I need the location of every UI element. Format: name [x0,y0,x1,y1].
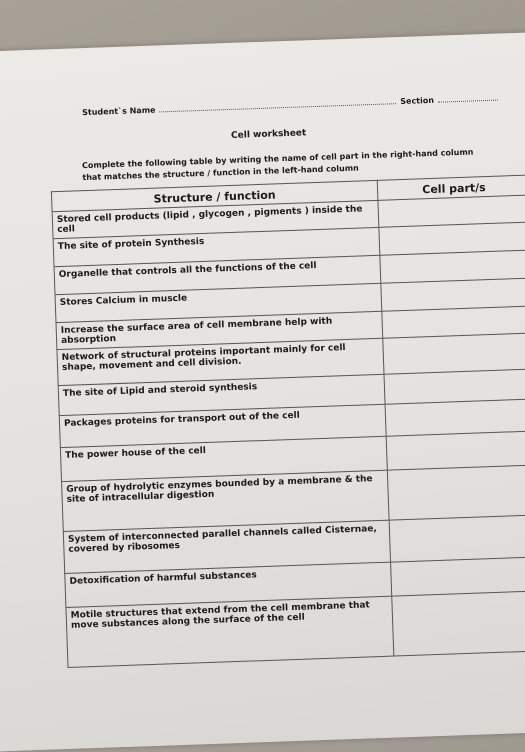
structure-cell: Packages proteins for transport out of the cell [59,404,386,447]
instructions: Complete the following table by writing the name of cell part in the right-hand column that matches the structure / function in the left-hand column [81,147,474,183]
student-name-blank [160,103,397,112]
structure-cell: Group of hydrolytic enzymes bounded by a membrane & the site of intracellular digestion [62,470,389,531]
cell-part-answer [386,431,525,470]
structure-cell: The site of Lipid and steroid synthesis [58,374,385,415]
structure-cell: The power house of the cell [60,436,387,481]
structure-cell: Organelle that controls all the functions of the cell [54,255,381,294]
structure-cell: Increase the surface area of cell membrane help with absorption [56,311,383,349]
structure-cell: Network of structural proteins important mainly for cell shape, movement and cell division. [57,338,384,385]
structure-cell: Stores Calcium in muscle [55,283,382,322]
structure-cell: Motile structures that extend from the cell membrane that move substances along the surface of the cell [66,596,394,667]
section-label: Section [400,95,435,107]
section-blank [438,100,498,103]
cell-part-answer [387,465,525,520]
cell-part-answer [390,557,525,596]
header-line [82,93,502,117]
cell-part-answer [389,515,525,562]
structure-cell: The site of protein Synthesis [53,227,380,266]
structure-cell: Detoxification of harmful substances [65,562,392,607]
structure-cell: System of interconnected parallel channels called Cisternae, covered by ribosomes [63,520,390,573]
cell-part-answer [392,591,525,656]
structure-function-header: Structure / function [51,180,377,211]
student-name-label: Student`s Name [82,105,156,118]
cell-part-answer [383,333,525,374]
worksheet-paper [0,32,525,752]
worksheet-title: Cell worksheet [230,128,307,141]
cell-part-header: Cell part/s [377,175,525,200]
cell-parts-table [51,175,525,668]
cell-part-answer [385,399,525,436]
structure-cell: Stored cell products (lipid , glycogen , pigments ) inside the cell [52,200,379,238]
cell-part-answer [384,369,525,404]
